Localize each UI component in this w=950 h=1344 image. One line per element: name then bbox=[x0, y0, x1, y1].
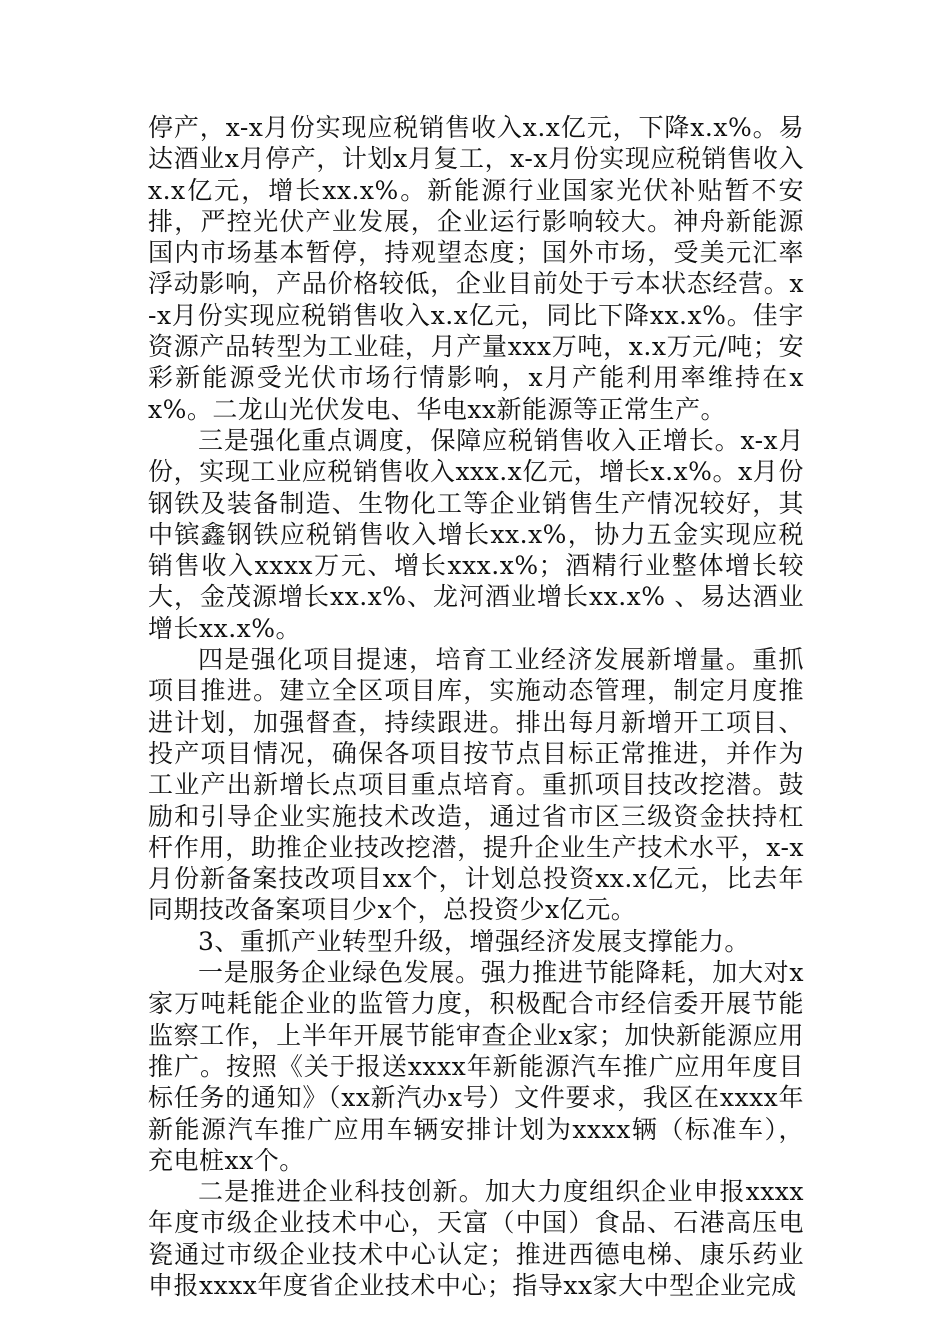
document-page bbox=[148, 112, 804, 1301]
paragraph-green-development: 一是服务企业绿色发展。强力推进节能降耗，加大对x家万吨耗能企业的监管力度，积极配合市经信委开展节能监察工作，上半年开展节能审查企业x家；加快新能源应用推广。按照《关于报送xxxx年新能源汽车推广应用年度目标任务的通知》（xx新汽办x号）文件要求，我区在xxxx年新能源汽车推广应用车辆安排计划为xxxx辆（标准车），充电桩xx个。 bbox=[148, 958, 804, 1175]
section-heading-industrial-upgrade: 3、重抓产业转型升级，增强经济发展支撑能力。 bbox=[198, 926, 750, 956]
paragraph-continuation: 停产，x-x月份实现应税销售收入x.x亿元，下降x.x%。易达酒业x月停产，计划x月复工，x-x月份实现应税销售收入x.x亿元，增长xx.x%。新能源行业国家光伏补贴暂不安排，严控光伏产业发展，企业运行影响较大。神舟新能源国内市场基本暂停，持观望态度；国外市场，受美元汇率浮动影响，产品价格较低，企业目前处于亏本状态经营。x-x月份实现应税销售收入x.x亿元，同比下降xx.x%。佳宇资源产品转型为工业硅，月产量xxx万吨，x.x万元/吨；安彩新能源受光伏市场行情影响，x月产能利用率维持在xx%。二龙山光伏发电、华电xx新能源等正常生产。 bbox=[148, 113, 804, 424]
paragraph-key-scheduling: 三是强化重点调度，保障应税销售收入正增长。x-x月份，实现工业应税销售收入xxx.x亿元，增长x.x%。x月份钢铁及装备制造、生物化工等企业销售生产情况较好，其中镔鑫钢铁应税销售收入增长xx.x%，协力五金实现应税销售收入xxxx万元、增长xxx.x%；酒精行业整体增长较大，金茂源增长xx.x%、龙河酒业增长xx.x% 、易达酒业增长xx.x%。 bbox=[148, 425, 804, 643]
paragraph-project-acceleration: 四是强化项目提速，培育工业经济发展新增量。重抓项目推进。建立全区项目库，实施动态管理，制定月度推进计划，加强督查，持续跟进。排出每月新增开工项目、投产项目情况，确保各项目按节点目标正常推进，并作为工业产出新增长点项目重点培育。重抓项目技改挖潜。鼓励和引导企业实施技术改造，通过省市区三级资金扶持杠杆作用，助推企业技改挖潜，提升企业生产技术水平，x-x月份新备案技改项目xx个，计划总投资xx.x亿元，比去年同期技改备案项目少x个，总投资少x亿元。 bbox=[148, 645, 804, 925]
paragraph-tech-innovation: 二是推进企业科技创新。加大力度组织企业申报xxxx年度市级企业技术中心，天富（中国）食品、石港高压电瓷通过市级企业技术中心认定；推进西德电梯、康乐药业申报xxxx年度省企业技术中心；指导xx家大中型企业完成 bbox=[148, 1177, 804, 1300]
